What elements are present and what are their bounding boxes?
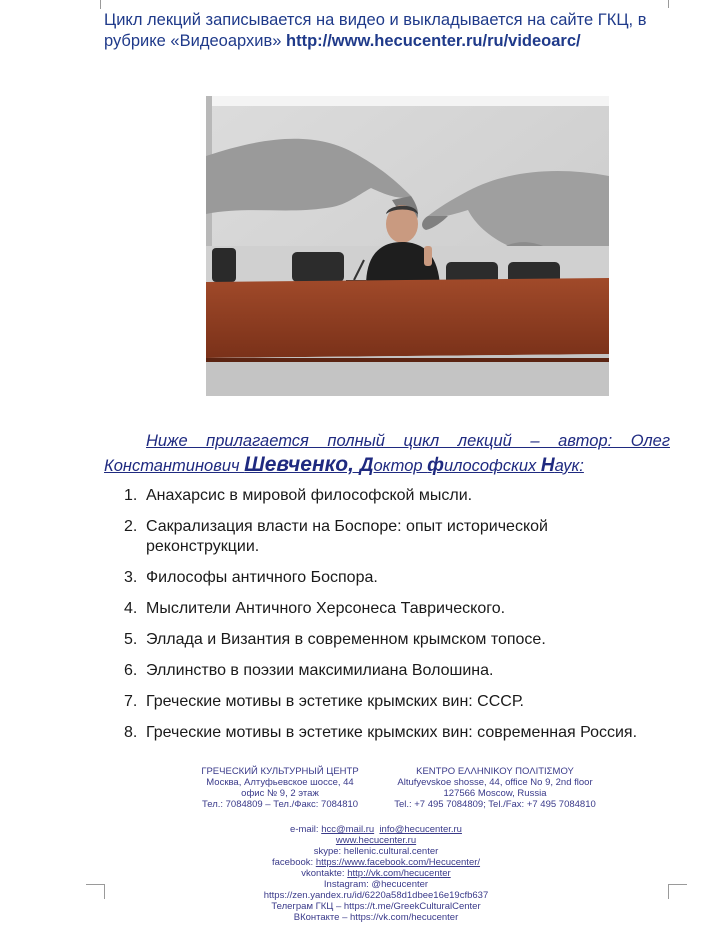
list-item-title: Философы античного Боспора. [146, 569, 378, 586]
list-item [104, 723, 664, 743]
list-item-title: Греческие мотивы в эстетике крымских вин: современная Россия. [146, 724, 638, 741]
intro-paragraph [104, 10, 684, 52]
lecture-list [104, 486, 664, 754]
list-item-title: Греческие мотивы в эстетике крымских вин: СССР. [146, 693, 524, 710]
list-item-number: 4. [124, 600, 138, 617]
footer-address-line: Altufyevskoe shosse, 44, office No 9, 2nd floor [397, 777, 593, 788]
instagram-contact: Instagram: @hecucenter [323, 879, 429, 890]
vkontakte-link-2[interactable]: ВКонтакте – https://vk.com/hecucenter [293, 912, 459, 923]
crop-mark-bottom-left [86, 884, 105, 899]
lecture-cycle-intro [104, 430, 670, 478]
list-item-title: Сакрализация власти на Боспоре: опыт исторической реконструкции. [146, 518, 548, 555]
footer-org-name-gr: ΚΕΝΤΡΟ ΕΛΛΗΝΙΚΟΥ ΠΟΛΙΤΙΣΜΟΥ [416, 766, 574, 777]
list-item [104, 486, 664, 506]
lead-text: Ниже прилагается полный цикл лекций – автор: Олег Константинович [104, 432, 670, 475]
author-surname: Шевченко, [244, 453, 360, 476]
list-item [104, 599, 664, 619]
list-item [104, 568, 664, 588]
zen-link[interactable]: https://zen.yandex.ru/id/6220a58d1dbee16e19cfb637 [263, 890, 489, 901]
list-item [104, 661, 664, 681]
sciences-word: аук: [554, 457, 584, 475]
list-item-number: 1. [124, 487, 138, 504]
vkontakte-label: vkontakte: [301, 868, 348, 879]
list-item-number: 6. [124, 662, 138, 679]
facebook-label: facebook: [271, 857, 316, 868]
crop-mark-bottom-right [668, 884, 687, 899]
list-item-number: 7. [124, 693, 138, 710]
doctor-word: октор [373, 457, 428, 475]
vkontakte-link[interactable]: http://vk.com/hecucenter [347, 868, 451, 879]
list-item-number: 8. [124, 724, 138, 741]
crop-mark-top-left [100, 0, 101, 9]
website-link[interactable]: www.hecucenter.ru [335, 835, 417, 846]
list-item-title: Мыслители Античного Херсонеса Таврического. [146, 600, 506, 617]
crop-mark-top-right [668, 0, 669, 8]
videoarchive-link[interactable]: http://www.hecucenter.ru/ru/videoarc/ [286, 32, 581, 50]
footer-contacts [186, 824, 566, 923]
footer-org-name-ru: ГРЕЧЕСКИЙ КУЛЬТУРНЫЙ ЦЕНТР [201, 766, 359, 777]
lecturer-photo [206, 96, 609, 396]
philosophy-initial: ф [427, 455, 444, 476]
list-item-title: Анахарсис в мировой философской мысли. [146, 487, 473, 504]
list-item [104, 692, 664, 712]
list-item-title: Эллада и Византия в современном крымском топосе. [146, 631, 546, 648]
list-item-number: 3. [124, 569, 138, 586]
footer-office-line: офис № 9, 2 этаж [241, 788, 319, 799]
email-label: e-mail: [290, 824, 322, 835]
telegram-link[interactable]: Телеграм ГКЦ – https://t.me/GreekCulturalCenter [271, 901, 481, 912]
intro-text: Цикл лекций записывается на видео и выкладывается на сайте ГКЦ, в рубрике «Видеоархив» [104, 11, 647, 50]
list-item [104, 517, 664, 557]
list-item [104, 630, 664, 650]
facebook-link[interactable]: https://www.facebook.com/Hecucenter/ [315, 857, 481, 868]
skype-contact: skype: hellenic.cultural.center [313, 846, 439, 857]
footer-address-line: Москва, Алтуфьевское шоссе, 44 [206, 777, 354, 788]
list-item-number: 2. [124, 518, 138, 535]
lecturer-photo-illustration [206, 96, 609, 396]
footer-phone-line: Тел.: 7084809 – Тел./Факс: 7084810 [201, 799, 359, 810]
sciences-initial: Н [540, 455, 555, 476]
philosophy-word: илософских [443, 457, 541, 475]
email-link-hecucenter[interactable]: info@hecucenter.ru [379, 824, 462, 835]
footer-phone-line: Tel.: +7 495 7084809; Tel./Fax: +7 495 7084810 [394, 799, 596, 810]
footer-address-greek [370, 766, 620, 810]
footer-city-line: 127566 Moscow, Russia [443, 788, 547, 799]
list-item-number: 5. [124, 631, 138, 648]
doctor-initial: Д [359, 455, 374, 476]
email-link-mailru[interactable]: hcc@mail.ru [321, 824, 375, 835]
list-item-title: Эллинство в поэзии максимилиана Волошина. [146, 662, 494, 679]
